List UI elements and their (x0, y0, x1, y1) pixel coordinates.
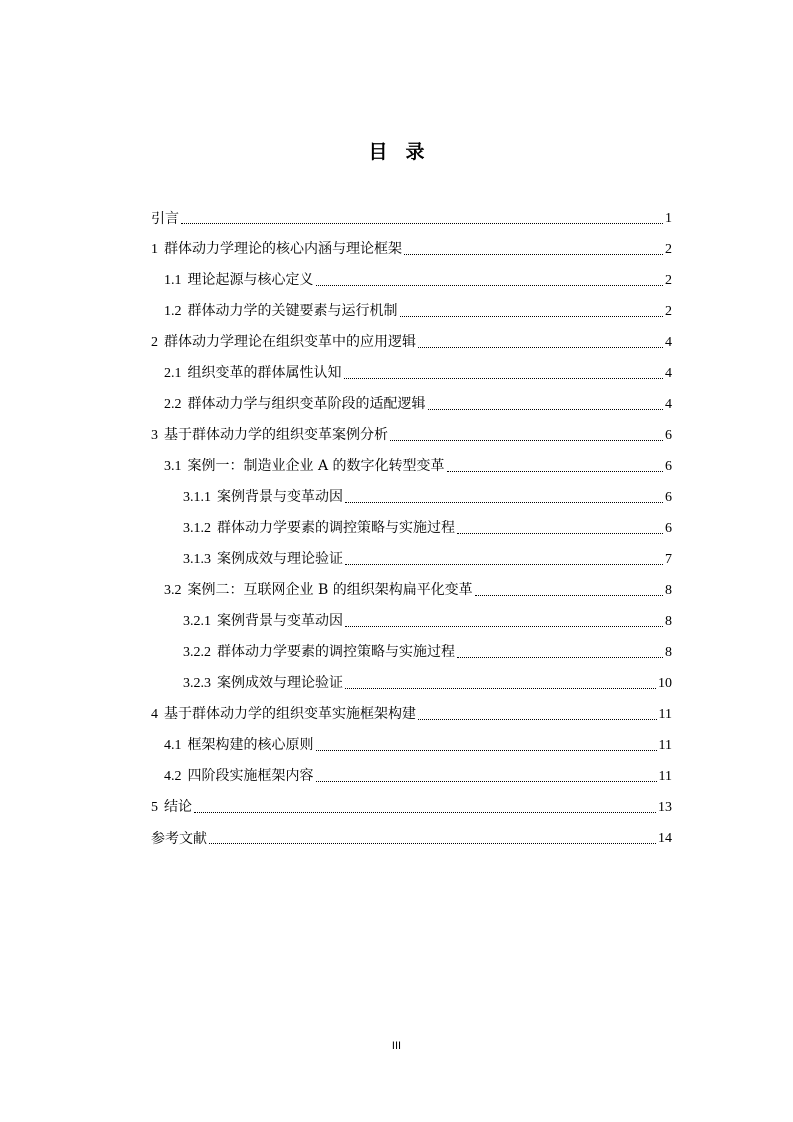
toc-entry-label (151, 704, 416, 725)
toc-entry-page: 7 (665, 552, 672, 567)
toc-entry-text: 结论 (164, 799, 192, 815)
toc-entry-number: 3.1.1 (183, 490, 211, 505)
toc-entry-page: 6 (665, 428, 672, 443)
toc-entry[interactable] (151, 663, 672, 694)
toc-entry-number: 3.2.2 (183, 645, 211, 660)
toc-entry-number: 2 (151, 335, 158, 350)
toc-entry[interactable] (151, 694, 672, 725)
toc-entry-number: 5 (151, 800, 158, 815)
toc-entry-text: 群体动力学理论在组织变革中的应用逻辑 (164, 334, 416, 350)
toc-entry-label (151, 332, 416, 353)
toc-entry-page: 1 (665, 211, 672, 226)
toc-entry[interactable] (151, 570, 672, 601)
dot-leader (400, 316, 664, 317)
dot-leader (457, 533, 663, 534)
toc-entry-number: 3.2.1 (183, 614, 211, 629)
toc-entry-number: 1.1 (164, 273, 182, 288)
toc-entry-label (164, 270, 314, 291)
toc-entry-number: 4 (151, 707, 158, 722)
page-title (0, 137, 793, 164)
dot-leader (457, 657, 663, 658)
dot-leader (475, 595, 663, 596)
toc-entry-text: 基于群体动力学的组织变革实施框架构建 (164, 706, 416, 722)
toc-entry-label (151, 797, 192, 818)
toc-entry-label (183, 611, 343, 632)
toc-entry[interactable] (151, 632, 672, 663)
toc-entry-text: 框架构建的核心原则 (187, 737, 314, 753)
toc-entry-page: 8 (665, 583, 672, 598)
dot-leader (209, 843, 656, 844)
toc-entry-page: 2 (665, 273, 672, 288)
dot-leader (194, 812, 656, 813)
dot-leader (316, 285, 664, 286)
toc-entry-page: 2 (665, 242, 672, 257)
toc-entry-page: 11 (658, 738, 672, 753)
toc-entry-text: 四阶段实施框架内容 (187, 768, 314, 784)
dot-leader (428, 409, 664, 410)
dot-leader (181, 223, 663, 224)
toc-entry-page: 10 (658, 676, 672, 691)
title-char-2: 录 (405, 141, 425, 163)
toc-entry-number: 4.2 (164, 769, 182, 784)
toc-entry-page: 4 (665, 397, 672, 412)
dot-leader (390, 440, 663, 441)
toc-entry-page: 14 (658, 831, 672, 846)
toc-entry[interactable] (151, 601, 672, 632)
toc-entry-page: 13 (658, 800, 672, 815)
toc-entry-label (151, 239, 402, 260)
toc-entry[interactable] (151, 787, 672, 818)
toc-entry-label (151, 209, 179, 229)
dot-leader (404, 254, 663, 255)
toc-entry[interactable] (151, 756, 672, 787)
toc-entry[interactable] (151, 353, 672, 384)
toc-entry-label (164, 456, 445, 477)
toc-entry-page: 8 (665, 645, 672, 660)
page-number-footer: III (391, 1040, 402, 1052)
toc-entry-number: 3.1.3 (183, 552, 211, 567)
toc-entry[interactable] (151, 260, 672, 291)
toc-entry-text: 引言 (151, 211, 179, 227)
toc-entry-page: 6 (665, 490, 672, 505)
toc-entry-text: 案例背景与变革动因 (217, 613, 343, 629)
toc-entry-page: 11 (658, 707, 672, 722)
toc-entry[interactable] (151, 415, 672, 446)
toc-entry-number: 3.1 (164, 459, 182, 474)
dot-leader (316, 781, 657, 782)
toc-entry-number: 4.1 (164, 738, 182, 753)
toc-entry-label (164, 363, 342, 384)
toc-entry[interactable] (151, 818, 672, 849)
toc-entry[interactable] (151, 508, 672, 539)
toc-entry-page: 8 (665, 614, 672, 629)
toc-entry-text: 基于群体动力学的组织变革案例分析 (164, 427, 388, 443)
toc-entry-label (183, 673, 343, 694)
toc-entry-page: 11 (658, 769, 672, 784)
toc-entry-number: 3.2 (164, 583, 182, 598)
dot-leader (344, 378, 664, 379)
toc-entry-number: 2.2 (164, 397, 182, 412)
toc-entry-text: 群体动力学理论的核心内涵与理论框架 (164, 241, 402, 257)
dot-leader (316, 750, 657, 751)
toc-entry[interactable] (151, 384, 672, 415)
toc-entry-number: 2.1 (164, 366, 182, 381)
toc-entry-text: 组织变革的群体属性认知 (187, 365, 342, 381)
dot-leader (345, 502, 663, 503)
toc-entry-page: 6 (665, 521, 672, 536)
toc-entry-page: 2 (665, 304, 672, 319)
toc-entry-number: 3 (151, 428, 158, 443)
toc-entry-text: 群体动力学的关键要素与运行机制 (187, 303, 398, 319)
toc-entry[interactable] (151, 291, 672, 322)
toc-entry-page: 4 (665, 335, 672, 350)
toc-entry-page: 4 (665, 366, 672, 381)
toc-entry-text: 理论起源与核心定义 (187, 272, 314, 288)
toc-entry-label (183, 549, 343, 570)
toc-entry-label (183, 487, 343, 508)
toc-entry-label (151, 829, 207, 849)
toc-entry[interactable] (151, 539, 672, 570)
toc-entry-label (164, 766, 314, 787)
dot-leader (418, 719, 657, 720)
toc-entry[interactable] (151, 446, 672, 477)
toc-entry-label (164, 301, 398, 322)
toc-entry-text: 案例背景与变革动因 (217, 489, 343, 505)
toc-entry-label (183, 518, 455, 539)
dot-leader (447, 471, 663, 472)
toc-entry-text: 案例二：互联网企业 B 的组织架构扁平化变革 (187, 582, 473, 598)
toc-entry-label (183, 642, 455, 663)
toc-entry-label (164, 394, 426, 415)
toc-entry[interactable] (151, 229, 672, 260)
toc-entry[interactable] (151, 477, 672, 508)
toc-entry-number: 1 (151, 242, 158, 257)
dot-leader (345, 564, 663, 565)
toc-entry-label (164, 580, 473, 601)
toc-entry[interactable] (151, 725, 672, 756)
toc-entry-text: 群体动力学与组织变革阶段的适配逻辑 (187, 396, 426, 412)
toc-entry-number: 3.2.3 (183, 676, 211, 691)
toc-entry-text: 参考文献 (151, 831, 207, 847)
toc-entry-label (151, 425, 388, 446)
toc-entry[interactable] (151, 322, 672, 353)
dot-leader (418, 347, 663, 348)
toc-entry-number: 3.1.2 (183, 521, 211, 536)
toc-entry-text: 群体动力学要素的调控策略与实施过程 (217, 520, 455, 536)
toc-entry-text: 案例一：制造业企业 A 的数字化转型变革 (187, 458, 445, 474)
toc-entry-page: 6 (665, 459, 672, 474)
toc-entry-text: 案例成效与理论验证 (217, 551, 343, 567)
dot-leader (345, 688, 656, 689)
toc-entry[interactable] (151, 198, 672, 229)
toc-entry-text: 群体动力学要素的调控策略与实施过程 (217, 644, 455, 660)
toc-entry-label (164, 735, 314, 756)
toc-entry-number: 1.2 (164, 304, 182, 319)
dot-leader (345, 626, 663, 627)
table-of-contents (151, 198, 672, 849)
title-char-1: 目 (368, 141, 388, 163)
toc-entry-text: 案例成效与理论验证 (217, 675, 343, 691)
